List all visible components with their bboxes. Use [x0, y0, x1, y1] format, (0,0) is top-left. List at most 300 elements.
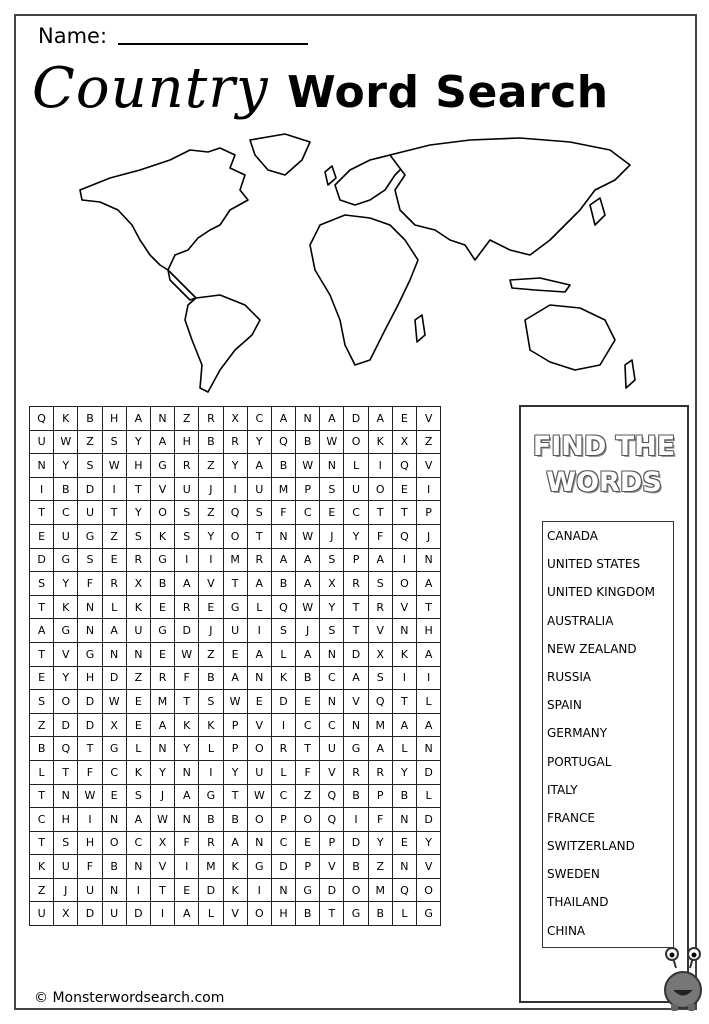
grid-cell[interactable]: D: [78, 477, 102, 501]
grid-cell[interactable]: E: [296, 831, 320, 855]
grid-cell[interactable]: R: [271, 737, 295, 761]
grid-cell[interactable]: V: [199, 572, 223, 596]
grid-cell[interactable]: N: [175, 760, 199, 784]
grid-cell[interactable]: O: [150, 501, 174, 525]
grid-cell[interactable]: S: [126, 784, 150, 808]
grid-cell[interactable]: U: [320, 737, 344, 761]
grid-cell[interactable]: I: [78, 808, 102, 832]
grid-cell[interactable]: E: [392, 831, 416, 855]
grid-cell[interactable]: T: [126, 477, 150, 501]
grid-cell[interactable]: I: [247, 619, 271, 643]
grid-cell[interactable]: G: [150, 548, 174, 572]
grid-cell[interactable]: U: [247, 760, 271, 784]
grid-cell[interactable]: N: [392, 808, 416, 832]
grid-cell[interactable]: A: [150, 430, 174, 454]
grid-cell[interactable]: Q: [368, 690, 392, 714]
grid-cell[interactable]: N: [150, 737, 174, 761]
grid-cell[interactable]: V: [417, 855, 441, 879]
grid-cell[interactable]: E: [30, 666, 54, 690]
grid-cell[interactable]: Z: [30, 713, 54, 737]
grid-cell[interactable]: K: [271, 666, 295, 690]
grid-cell[interactable]: W: [175, 642, 199, 666]
grid-cell[interactable]: U: [102, 902, 126, 926]
grid-cell[interactable]: E: [126, 690, 150, 714]
grid-cell[interactable]: L: [392, 902, 416, 926]
grid-cell[interactable]: A: [175, 784, 199, 808]
grid-cell[interactable]: H: [102, 407, 126, 431]
grid-cell[interactable]: A: [368, 737, 392, 761]
grid-cell[interactable]: F: [78, 855, 102, 879]
grid-cell[interactable]: G: [78, 524, 102, 548]
grid-cell[interactable]: I: [417, 477, 441, 501]
grid-cell[interactable]: S: [102, 430, 126, 454]
grid-cell[interactable]: B: [344, 784, 368, 808]
grid-cell[interactable]: L: [344, 454, 368, 478]
grid-cell[interactable]: Q: [320, 808, 344, 832]
grid-cell[interactable]: S: [175, 524, 199, 548]
grid-cell[interactable]: B: [199, 666, 223, 690]
grid-cell[interactable]: S: [199, 690, 223, 714]
grid-cell[interactable]: S: [126, 524, 150, 548]
grid-cell[interactable]: E: [296, 690, 320, 714]
grid-cell[interactable]: W: [296, 595, 320, 619]
grid-cell[interactable]: Y: [54, 572, 78, 596]
grid-cell[interactable]: T: [368, 501, 392, 525]
grid-cell[interactable]: V: [320, 855, 344, 879]
grid-cell[interactable]: E: [320, 501, 344, 525]
grid-cell[interactable]: B: [271, 454, 295, 478]
grid-cell[interactable]: N: [296, 407, 320, 431]
grid-cell[interactable]: N: [247, 831, 271, 855]
grid-cell[interactable]: G: [54, 619, 78, 643]
grid-cell[interactable]: A: [368, 548, 392, 572]
grid-cell[interactable]: M: [368, 878, 392, 902]
grid-cell[interactable]: I: [102, 477, 126, 501]
grid-cell[interactable]: G: [344, 737, 368, 761]
grid-cell[interactable]: H: [78, 831, 102, 855]
grid-cell[interactable]: B: [296, 902, 320, 926]
grid-cell[interactable]: F: [78, 572, 102, 596]
grid-cell[interactable]: V: [54, 642, 78, 666]
grid-cell[interactable]: D: [417, 808, 441, 832]
grid-cell[interactable]: N: [102, 642, 126, 666]
grid-cell[interactable]: I: [392, 666, 416, 690]
grid-cell[interactable]: X: [150, 831, 174, 855]
grid-cell[interactable]: V: [247, 713, 271, 737]
grid-cell[interactable]: U: [54, 855, 78, 879]
grid-cell[interactable]: X: [126, 572, 150, 596]
grid-cell[interactable]: F: [368, 808, 392, 832]
grid-cell[interactable]: I: [126, 878, 150, 902]
grid-cell[interactable]: E: [175, 878, 199, 902]
grid-cell[interactable]: T: [30, 642, 54, 666]
grid-cell[interactable]: K: [126, 595, 150, 619]
grid-cell[interactable]: X: [54, 902, 78, 926]
grid-cell[interactable]: V: [320, 760, 344, 784]
grid-cell[interactable]: R: [126, 548, 150, 572]
grid-cell[interactable]: Z: [126, 666, 150, 690]
grid-cell[interactable]: J: [199, 477, 223, 501]
grid-cell[interactable]: V: [417, 407, 441, 431]
grid-cell[interactable]: B: [368, 902, 392, 926]
grid-cell[interactable]: V: [417, 454, 441, 478]
grid-cell[interactable]: N: [102, 878, 126, 902]
grid-cell[interactable]: A: [175, 902, 199, 926]
grid-cell[interactable]: N: [320, 454, 344, 478]
grid-cell[interactable]: J: [150, 784, 174, 808]
grid-cell[interactable]: X: [392, 430, 416, 454]
grid-cell[interactable]: I: [368, 454, 392, 478]
grid-cell[interactable]: Y: [54, 454, 78, 478]
grid-cell[interactable]: L: [417, 784, 441, 808]
grid-cell[interactable]: I: [344, 808, 368, 832]
grid-cell[interactable]: C: [30, 808, 54, 832]
grid-cell[interactable]: H: [271, 902, 295, 926]
grid-cell[interactable]: Y: [223, 454, 247, 478]
grid-cell[interactable]: L: [247, 595, 271, 619]
grid-cell[interactable]: P: [417, 501, 441, 525]
grid-cell[interactable]: G: [199, 784, 223, 808]
grid-cell[interactable]: N: [126, 642, 150, 666]
grid-cell[interactable]: S: [247, 501, 271, 525]
grid-cell[interactable]: A: [223, 831, 247, 855]
grid-cell[interactable]: Y: [223, 760, 247, 784]
grid-cell[interactable]: E: [199, 595, 223, 619]
grid-cell[interactable]: T: [392, 501, 416, 525]
grid-cell[interactable]: Z: [78, 430, 102, 454]
grid-cell[interactable]: E: [247, 690, 271, 714]
grid-cell[interactable]: V: [368, 619, 392, 643]
grid-cell[interactable]: W: [102, 454, 126, 478]
grid-cell[interactable]: A: [102, 619, 126, 643]
grid-cell[interactable]: G: [247, 855, 271, 879]
grid-cell[interactable]: Y: [392, 760, 416, 784]
grid-cell[interactable]: G: [102, 737, 126, 761]
grid-cell[interactable]: N: [175, 808, 199, 832]
grid-cell[interactable]: R: [368, 760, 392, 784]
grid-cell[interactable]: S: [271, 619, 295, 643]
grid-cell[interactable]: Z: [199, 642, 223, 666]
grid-cell[interactable]: U: [78, 878, 102, 902]
grid-cell[interactable]: R: [368, 595, 392, 619]
grid-cell[interactable]: U: [344, 477, 368, 501]
grid-cell[interactable]: T: [30, 595, 54, 619]
grid-cell[interactable]: S: [320, 477, 344, 501]
grid-cell[interactable]: P: [223, 737, 247, 761]
grid-cell[interactable]: G: [78, 642, 102, 666]
grid-cell[interactable]: I: [175, 548, 199, 572]
grid-cell[interactable]: F: [175, 831, 199, 855]
grid-cell[interactable]: K: [175, 713, 199, 737]
grid-cell[interactable]: R: [247, 548, 271, 572]
grid-cell[interactable]: X: [368, 642, 392, 666]
grid-cell[interactable]: W: [150, 808, 174, 832]
grid-cell[interactable]: S: [30, 572, 54, 596]
grid-cell[interactable]: B: [102, 855, 126, 879]
grid-cell[interactable]: A: [271, 548, 295, 572]
grid-cell[interactable]: B: [344, 855, 368, 879]
grid-cell[interactable]: A: [271, 407, 295, 431]
grid-cell[interactable]: Y: [368, 831, 392, 855]
grid-cell[interactable]: K: [150, 524, 174, 548]
grid-cell[interactable]: R: [150, 666, 174, 690]
grid-cell[interactable]: D: [102, 666, 126, 690]
grid-cell[interactable]: Y: [320, 595, 344, 619]
grid-cell[interactable]: T: [296, 737, 320, 761]
grid-cell[interactable]: W: [247, 784, 271, 808]
name-line[interactable]: [118, 25, 308, 45]
grid-cell[interactable]: C: [296, 713, 320, 737]
grid-cell[interactable]: W: [54, 430, 78, 454]
grid-cell[interactable]: T: [102, 501, 126, 525]
grid-cell[interactable]: F: [271, 501, 295, 525]
grid-cell[interactable]: Z: [368, 855, 392, 879]
grid-cell[interactable]: E: [30, 524, 54, 548]
grid-cell[interactable]: R: [199, 407, 223, 431]
grid-cell[interactable]: N: [271, 878, 295, 902]
grid-cell[interactable]: U: [223, 619, 247, 643]
grid-cell[interactable]: C: [126, 831, 150, 855]
grid-cell[interactable]: N: [417, 737, 441, 761]
grid-cell[interactable]: O: [223, 524, 247, 548]
grid-cell[interactable]: V: [223, 902, 247, 926]
grid-cell[interactable]: K: [199, 713, 223, 737]
grid-cell[interactable]: S: [368, 666, 392, 690]
grid-cell[interactable]: Z: [199, 501, 223, 525]
grid-cell[interactable]: I: [247, 878, 271, 902]
grid-cell[interactable]: I: [417, 666, 441, 690]
grid-cell[interactable]: A: [296, 548, 320, 572]
grid-cell[interactable]: W: [296, 454, 320, 478]
grid-cell[interactable]: T: [344, 595, 368, 619]
grid-cell[interactable]: A: [296, 572, 320, 596]
grid-cell[interactable]: W: [223, 690, 247, 714]
grid-cell[interactable]: T: [30, 831, 54, 855]
grid-cell[interactable]: F: [368, 524, 392, 548]
grid-cell[interactable]: C: [247, 407, 271, 431]
grid-cell[interactable]: Q: [30, 407, 54, 431]
grid-cell[interactable]: B: [271, 572, 295, 596]
grid-cell[interactable]: Y: [126, 430, 150, 454]
grid-cell[interactable]: S: [368, 572, 392, 596]
grid-cell[interactable]: A: [175, 572, 199, 596]
grid-cell[interactable]: Z: [30, 878, 54, 902]
grid-cell[interactable]: U: [247, 477, 271, 501]
grid-cell[interactable]: A: [247, 454, 271, 478]
grid-cell[interactable]: D: [344, 831, 368, 855]
grid-cell[interactable]: P: [223, 713, 247, 737]
grid-cell[interactable]: L: [126, 737, 150, 761]
grid-cell[interactable]: B: [296, 666, 320, 690]
grid-cell[interactable]: U: [30, 430, 54, 454]
grid-cell[interactable]: N: [102, 808, 126, 832]
grid-cell[interactable]: A: [126, 808, 150, 832]
grid-cell[interactable]: I: [30, 477, 54, 501]
grid-cell[interactable]: H: [78, 666, 102, 690]
grid-cell[interactable]: T: [417, 595, 441, 619]
grid-cell[interactable]: D: [344, 407, 368, 431]
grid-cell[interactable]: N: [30, 454, 54, 478]
grid-cell[interactable]: M: [150, 690, 174, 714]
grid-cell[interactable]: Z: [175, 407, 199, 431]
grid-cell[interactable]: O: [344, 430, 368, 454]
grid-cell[interactable]: A: [150, 713, 174, 737]
grid-cell[interactable]: I: [392, 548, 416, 572]
grid-cell[interactable]: R: [199, 831, 223, 855]
grid-cell[interactable]: O: [247, 808, 271, 832]
grid-cell[interactable]: R: [175, 595, 199, 619]
grid-cell[interactable]: J: [417, 524, 441, 548]
grid-cell[interactable]: D: [271, 855, 295, 879]
grid-cell[interactable]: C: [296, 501, 320, 525]
grid-cell[interactable]: Z: [417, 430, 441, 454]
grid-cell[interactable]: Y: [126, 501, 150, 525]
grid-cell[interactable]: J: [54, 878, 78, 902]
grid-cell[interactable]: Y: [199, 524, 223, 548]
grid-cell[interactable]: J: [296, 619, 320, 643]
grid-cell[interactable]: G: [54, 548, 78, 572]
grid-cell[interactable]: D: [175, 619, 199, 643]
grid-cell[interactable]: T: [30, 784, 54, 808]
grid-cell[interactable]: D: [78, 902, 102, 926]
grid-cell[interactable]: U: [175, 477, 199, 501]
grid-cell[interactable]: E: [102, 548, 126, 572]
grid-cell[interactable]: I: [199, 760, 223, 784]
grid-cell[interactable]: L: [199, 737, 223, 761]
grid-cell[interactable]: S: [320, 548, 344, 572]
grid-cell[interactable]: S: [54, 831, 78, 855]
grid-cell[interactable]: P: [271, 808, 295, 832]
grid-cell[interactable]: C: [320, 713, 344, 737]
grid-cell[interactable]: L: [30, 760, 54, 784]
grid-cell[interactable]: O: [54, 690, 78, 714]
grid-cell[interactable]: T: [344, 619, 368, 643]
grid-cell[interactable]: C: [271, 831, 295, 855]
grid-cell[interactable]: Y: [247, 430, 271, 454]
grid-cell[interactable]: A: [320, 407, 344, 431]
grid-cell[interactable]: V: [392, 595, 416, 619]
grid-cell[interactable]: N: [150, 407, 174, 431]
grid-cell[interactable]: U: [30, 902, 54, 926]
grid-cell[interactable]: D: [417, 760, 441, 784]
grid-cell[interactable]: Y: [54, 666, 78, 690]
grid-cell[interactable]: X: [223, 407, 247, 431]
grid-cell[interactable]: A: [247, 642, 271, 666]
grid-cell[interactable]: D: [78, 690, 102, 714]
grid-cell[interactable]: L: [392, 737, 416, 761]
grid-cell[interactable]: G: [150, 454, 174, 478]
grid-cell[interactable]: N: [417, 548, 441, 572]
grid-cell[interactable]: P: [296, 855, 320, 879]
grid-cell[interactable]: T: [78, 737, 102, 761]
grid-cell[interactable]: T: [247, 524, 271, 548]
grid-cell[interactable]: U: [126, 619, 150, 643]
grid-cell[interactable]: D: [271, 690, 295, 714]
grid-cell[interactable]: Q: [223, 501, 247, 525]
grid-cell[interactable]: Y: [150, 760, 174, 784]
grid-cell[interactable]: B: [30, 737, 54, 761]
grid-cell[interactable]: N: [126, 855, 150, 879]
grid-cell[interactable]: K: [368, 430, 392, 454]
grid-cell[interactable]: R: [344, 572, 368, 596]
grid-cell[interactable]: A: [223, 666, 247, 690]
grid-cell[interactable]: N: [271, 524, 295, 548]
grid-cell[interactable]: M: [368, 713, 392, 737]
grid-cell[interactable]: O: [247, 737, 271, 761]
grid-cell[interactable]: B: [296, 430, 320, 454]
grid-cell[interactable]: P: [368, 784, 392, 808]
grid-cell[interactable]: W: [296, 524, 320, 548]
grid-cell[interactable]: O: [344, 878, 368, 902]
grid-cell[interactable]: X: [102, 713, 126, 737]
grid-cell[interactable]: C: [271, 784, 295, 808]
grid-cell[interactable]: Q: [271, 595, 295, 619]
grid-cell[interactable]: V: [344, 690, 368, 714]
grid-cell[interactable]: L: [271, 642, 295, 666]
grid-cell[interactable]: S: [78, 454, 102, 478]
grid-cell[interactable]: K: [223, 855, 247, 879]
grid-cell[interactable]: Q: [271, 430, 295, 454]
grid-cell[interactable]: E: [150, 642, 174, 666]
grid-cell[interactable]: T: [320, 902, 344, 926]
grid-cell[interactable]: N: [392, 855, 416, 879]
grid-cell[interactable]: Y: [344, 524, 368, 548]
grid-cell[interactable]: T: [150, 878, 174, 902]
grid-cell[interactable]: G: [223, 595, 247, 619]
grid-cell[interactable]: N: [320, 642, 344, 666]
grid-cell[interactable]: A: [344, 666, 368, 690]
grid-cell[interactable]: A: [392, 713, 416, 737]
grid-cell[interactable]: W: [78, 784, 102, 808]
grid-cell[interactable]: S: [320, 619, 344, 643]
grid-cell[interactable]: B: [54, 477, 78, 501]
grid-cell[interactable]: F: [175, 666, 199, 690]
grid-cell[interactable]: O: [296, 808, 320, 832]
grid-cell[interactable]: N: [344, 713, 368, 737]
grid-cell[interactable]: S: [78, 548, 102, 572]
grid-cell[interactable]: T: [30, 501, 54, 525]
grid-cell[interactable]: P: [296, 477, 320, 501]
grid-cell[interactable]: A: [417, 642, 441, 666]
grid-cell[interactable]: F: [78, 760, 102, 784]
grid-cell[interactable]: K: [54, 595, 78, 619]
grid-cell[interactable]: C: [54, 501, 78, 525]
grid-cell[interactable]: E: [150, 595, 174, 619]
grid-cell[interactable]: H: [417, 619, 441, 643]
grid-cell[interactable]: L: [271, 760, 295, 784]
grid-cell[interactable]: M: [199, 855, 223, 879]
grid-cell[interactable]: Z: [102, 524, 126, 548]
grid-cell[interactable]: A: [417, 713, 441, 737]
grid-cell[interactable]: I: [223, 477, 247, 501]
grid-cell[interactable]: U: [78, 501, 102, 525]
grid-cell[interactable]: D: [199, 878, 223, 902]
grid-cell[interactable]: T: [223, 784, 247, 808]
grid-cell[interactable]: S: [30, 690, 54, 714]
grid-cell[interactable]: R: [223, 430, 247, 454]
grid-cell[interactable]: R: [102, 572, 126, 596]
grid-cell[interactable]: H: [175, 430, 199, 454]
grid-cell[interactable]: A: [126, 407, 150, 431]
grid-cell[interactable]: A: [368, 407, 392, 431]
grid-cell[interactable]: C: [344, 501, 368, 525]
grid-cell[interactable]: H: [126, 454, 150, 478]
grid-cell[interactable]: B: [78, 407, 102, 431]
grid-cell[interactable]: B: [199, 430, 223, 454]
grid-cell[interactable]: A: [417, 572, 441, 596]
grid-cell[interactable]: N: [247, 666, 271, 690]
grid-cell[interactable]: Q: [392, 454, 416, 478]
